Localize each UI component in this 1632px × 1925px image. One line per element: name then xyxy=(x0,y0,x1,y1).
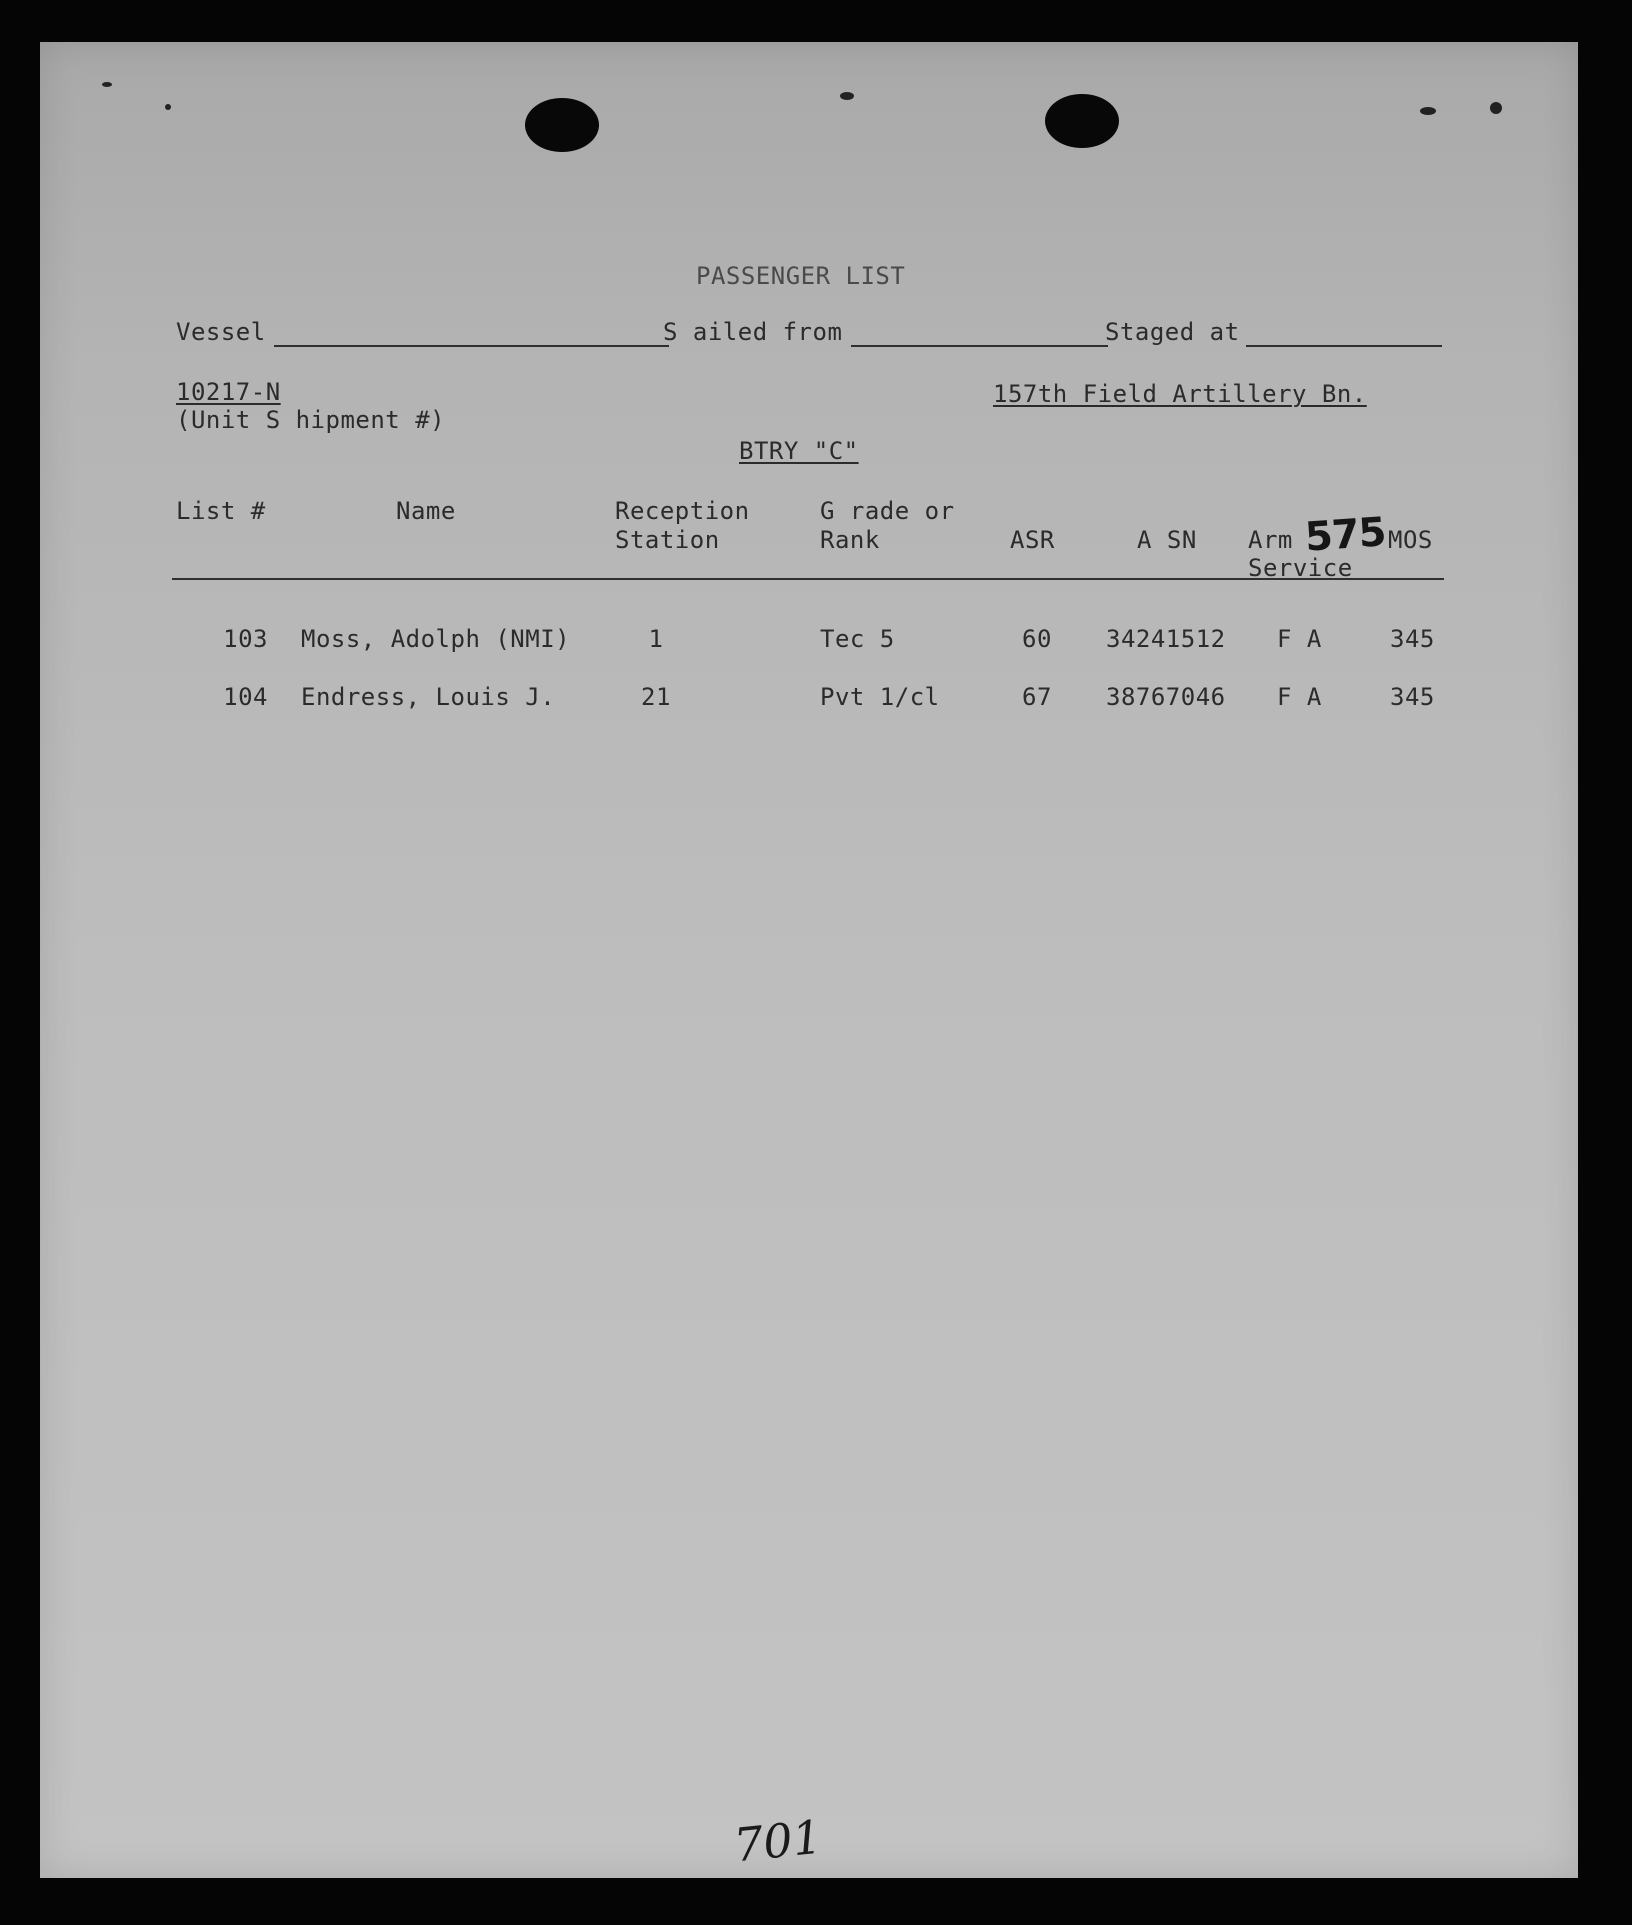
dust-speck xyxy=(102,82,112,87)
col-name: Name xyxy=(396,497,456,525)
col-mos: MOS xyxy=(1388,526,1433,554)
row-asr: 67 xyxy=(1022,683,1052,711)
col-asr: ASR xyxy=(1010,526,1055,554)
vessel-label: Vessel xyxy=(176,318,266,346)
stamp-number: 575 xyxy=(1303,509,1388,561)
sailed-from-label: S ailed from xyxy=(663,318,843,346)
col-arm-1: Arm xyxy=(1248,526,1293,554)
row-asn: 38767046 xyxy=(1106,683,1226,711)
row-mos: 345 xyxy=(1390,683,1435,711)
shipment-caption: (Unit S hipment #) xyxy=(176,406,446,434)
col-arm-2: Service xyxy=(1248,554,1353,582)
row-reception: 1 xyxy=(648,625,664,653)
shipment-number: 10217-N xyxy=(176,378,281,406)
header-rule xyxy=(172,578,1444,580)
sailed-from-blank xyxy=(851,345,1108,347)
dust-speck xyxy=(840,92,854,100)
row-arm: F A xyxy=(1277,625,1322,653)
unit-name: 157th Field Artillery Bn. xyxy=(993,380,1367,408)
row-name: Endress, Louis J. xyxy=(301,683,556,711)
col-reception-2: Station xyxy=(615,526,720,554)
document-page xyxy=(40,42,1578,1878)
punch-hole-right xyxy=(1045,94,1119,148)
col-list-no: List # xyxy=(176,497,266,525)
row-list-no: 104 xyxy=(223,683,268,711)
row-mos: 345 xyxy=(1390,625,1435,653)
punch-hole-left xyxy=(525,98,599,152)
row-arm: F A xyxy=(1277,683,1322,711)
col-asn: A SN xyxy=(1137,526,1197,554)
vessel-blank xyxy=(274,345,669,347)
row-name: Moss, Adolph (NMI) xyxy=(301,625,571,653)
row-list-no: 103 xyxy=(223,625,268,653)
col-reception-1: Reception xyxy=(615,497,750,525)
row-asr: 60 xyxy=(1022,625,1052,653)
row-grade: Tec 5 xyxy=(820,625,895,653)
dust-speck xyxy=(1490,102,1502,114)
staged-at-label: Staged at xyxy=(1105,318,1240,346)
row-reception: 21 xyxy=(641,683,671,711)
page-title: PASSENGER LIST xyxy=(696,262,906,290)
row-asn: 34241512 xyxy=(1106,625,1226,653)
page-number: 701 xyxy=(731,1809,825,1873)
row-grade: Pvt 1/cl xyxy=(820,683,940,711)
dust-speck xyxy=(165,104,171,110)
dust-speck xyxy=(1420,107,1436,115)
col-grade-1: G rade or xyxy=(820,497,955,525)
staged-at-blank xyxy=(1246,345,1442,347)
battery-label: BTRY "C" xyxy=(739,437,859,465)
col-grade-2: Rank xyxy=(820,526,880,554)
